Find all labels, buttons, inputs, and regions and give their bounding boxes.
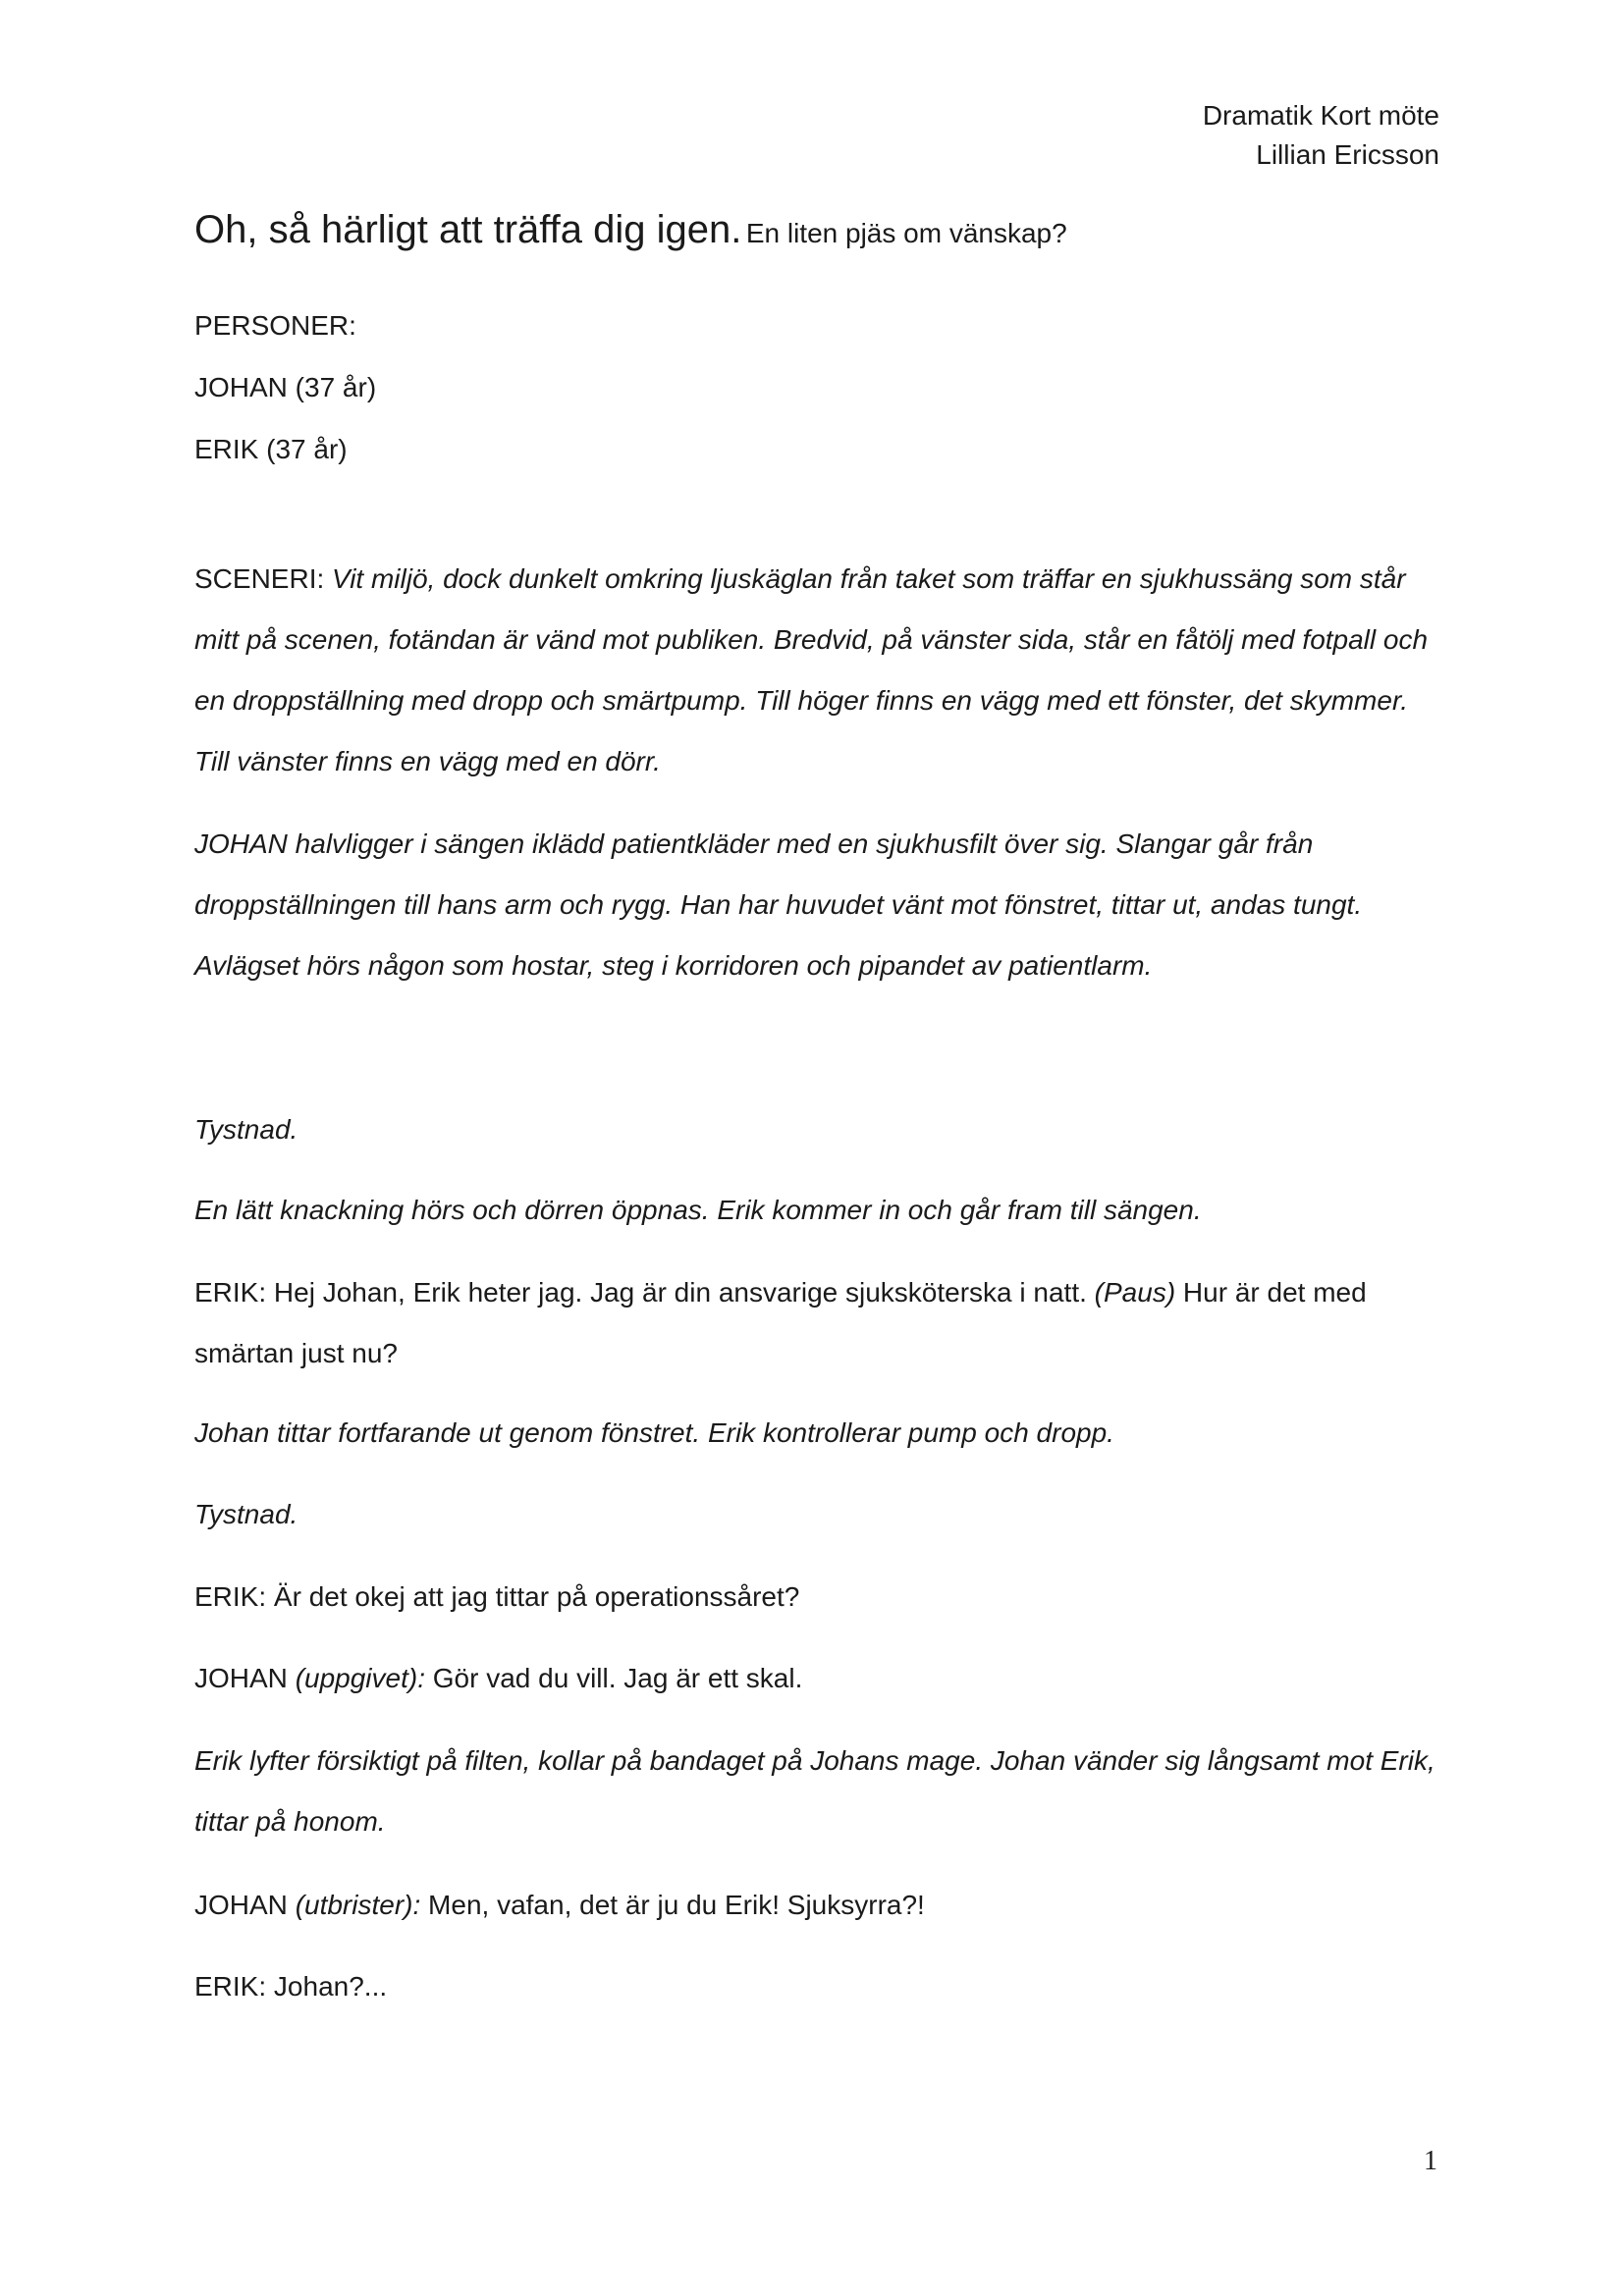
dialogue-line-erik	[194, 1262, 1441, 1384]
speaker-name: JOHAN	[194, 1663, 288, 1693]
speaker-name: ERIK:	[194, 1277, 267, 1308]
speaker-name: ERIK:	[194, 1581, 267, 1612]
dialogue-text: Men, vafan, det är ju du Erik! Sjuksyrra?!	[428, 1890, 925, 1920]
speaker-name: JOHAN	[194, 1890, 288, 1920]
dialogue-text: Är det okej att jag tittar på operationssåret?	[273, 1581, 800, 1612]
dialogue-line-erik	[194, 1567, 1441, 1628]
dialogue-manner: (utbrister):	[295, 1890, 421, 1920]
dialogue-text: Gör vad du vill. Jag är ett skal.	[432, 1663, 803, 1693]
cast-heading: PERSONER:	[194, 310, 356, 341]
dialogue-text: Johan?...	[273, 1971, 388, 2002]
stage-direction: JOHAN halvligger i sängen iklädd patientkläder med en sjukhusfilt över sig. Slangar går från droppställningen till hans arm och rygg. Han har huvudet vänt mot fönstret, tittar ut, andas tungt. Avlägset hörs någon som hostar, steg i korridoren och pipandet av patientlarm.	[194, 828, 1363, 981]
document-title	[194, 208, 1067, 252]
dialogue-line-erik	[194, 1956, 1441, 2017]
dialogue-text: Hur är det med smärtan just nu?	[194, 1277, 1367, 1368]
stage-direction: En lätt knackning hörs och dörren öppnas. Erik kommer in och går fram till sängen.	[194, 1195, 1202, 1225]
cast-person-erik: ERIK (37 år)	[194, 434, 348, 464]
dialogue-manner: (uppgivet):	[295, 1663, 425, 1693]
dialogue-line-johan	[194, 1875, 1441, 1936]
stage-direction: Erik lyfter försiktigt på filten, kollar på bandaget på Johans mage. Johan vänder sig långsamt mot Erik, tittar på honom.	[194, 1745, 1435, 1837]
cast-person-johan: JOHAN (37 år)	[194, 372, 377, 402]
header-title: Dramatik Kort möte	[1202, 100, 1439, 131]
dialogue-line-johan	[194, 1648, 1441, 1709]
scenery-paragraph	[194, 549, 1441, 792]
title-main: Oh, så härligt att träffa dig igen.	[194, 208, 742, 251]
stage-direction-silence: Tystnad.	[194, 1114, 298, 1145]
page-number: 1	[1424, 2146, 1437, 2176]
dialogue-text: Hej Johan, Erik heter jag. Jag är din ansvarige sjuksköterska i natt.	[273, 1277, 1087, 1308]
header-author: Lillian Ericsson	[1256, 139, 1439, 170]
scenery-label: SCENERI:	[194, 563, 325, 594]
dialogue-aside: (Paus)	[1094, 1277, 1176, 1308]
page-header	[1203, 96, 1439, 175]
speaker-name: ERIK:	[194, 1971, 267, 2002]
scenery-text: Vit miljö, dock dunkelt omkring ljuskäglan från taket som träffar en sjukhussäng som står mitt på scenen, fotändan är vänd mot publiken. Bredvid, på vänster sida, står en fåtölj med fotpall och en droppställning med dropp och smärtpump. Till höger finns en vägg med ett fönster, det skymmer. Till vänster finns en vägg med en dörr.	[194, 563, 1429, 776]
stage-direction-silence: Tystnad.	[194, 1499, 298, 1529]
title-subtitle: En liten pjäs om vänskap?	[745, 218, 1067, 248]
stage-direction: Johan tittar fortfarande ut genom fönstret. Erik kontrollerar pump och dropp.	[194, 1417, 1114, 1448]
